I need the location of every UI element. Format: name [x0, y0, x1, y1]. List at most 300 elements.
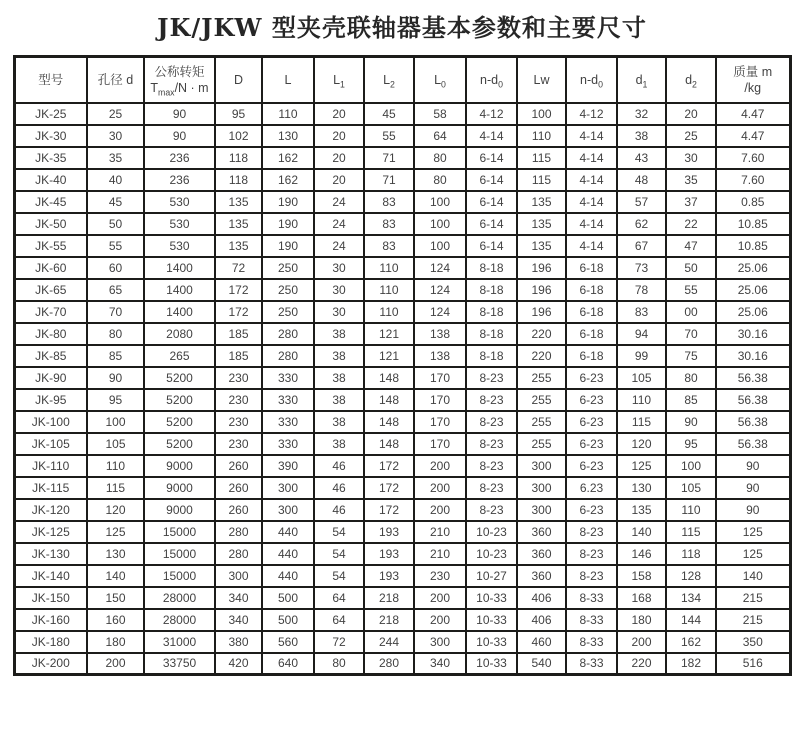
table-cell: 244 — [364, 631, 414, 653]
table-cell: 8-18 — [466, 345, 517, 367]
table-cell: 10-23 — [466, 521, 517, 543]
table-cell: 67 — [617, 235, 666, 257]
table-row — [14, 213, 790, 235]
table-cell: 530 — [144, 213, 215, 235]
table-cell: JK-150 — [14, 587, 87, 609]
table-cell: 64 — [314, 587, 364, 609]
table-cell: 8-23 — [566, 565, 617, 587]
table-cell: 70 — [666, 323, 716, 345]
table-cell: 330 — [262, 411, 314, 433]
table-cell: 115 — [666, 521, 716, 543]
table-cell: 193 — [364, 543, 414, 565]
table-cell: 215 — [716, 587, 790, 609]
table-cell: 210 — [414, 543, 466, 565]
table-cell: JK-60 — [14, 257, 87, 279]
table-cell: 200 — [617, 631, 666, 653]
table-cell: 10-23 — [466, 543, 517, 565]
table-cell: 148 — [364, 389, 414, 411]
table-cell: 138 — [414, 323, 466, 345]
column-header-11: $d_1$ — [617, 57, 666, 103]
table-cell: 190 — [262, 235, 314, 257]
table-cell: 218 — [364, 609, 414, 631]
table-cell: 30 — [314, 301, 364, 323]
table-cell: 540 — [517, 653, 566, 675]
table-cell: 340 — [414, 653, 466, 675]
table-cell: 236 — [144, 169, 215, 191]
table-cell: 56.38 — [716, 433, 790, 455]
table-cell: 530 — [144, 235, 215, 257]
table-cell: 255 — [517, 411, 566, 433]
table-cell: 6-14 — [466, 213, 517, 235]
table-row — [14, 455, 790, 477]
table-cell: 110 — [87, 455, 144, 477]
table-cell: 90 — [666, 411, 716, 433]
table-cell: 60 — [87, 257, 144, 279]
table-cell: 56.38 — [716, 411, 790, 433]
table-cell: 255 — [517, 389, 566, 411]
table-cell: JK-85 — [14, 345, 87, 367]
table-cell: 28000 — [144, 609, 215, 631]
table-cell: 170 — [414, 367, 466, 389]
table-row — [14, 631, 790, 653]
table-cell: 54 — [314, 521, 364, 543]
table-cell: 1400 — [144, 279, 215, 301]
table-cell: 4-14 — [566, 235, 617, 257]
table-cell: 102 — [215, 125, 262, 147]
table-cell: 45 — [87, 191, 144, 213]
table-cell: 360 — [517, 521, 566, 543]
table-cell: JK-65 — [14, 279, 87, 301]
table-cell: 15000 — [144, 521, 215, 543]
table-cell: 90 — [716, 499, 790, 521]
table-row — [14, 279, 790, 301]
table-cell: 70 — [87, 301, 144, 323]
table-cell: 28000 — [144, 587, 215, 609]
column-header-8: $n-d_0$ — [466, 57, 517, 103]
table-cell: 440 — [262, 543, 314, 565]
table-cell: 6-14 — [466, 235, 517, 257]
table-cell: 8-18 — [466, 279, 517, 301]
table-cell: 135 — [617, 499, 666, 521]
table-cell: 55 — [666, 279, 716, 301]
table-cell: 4-14 — [566, 191, 617, 213]
table-cell: 20 — [314, 125, 364, 147]
table-cell: 8-23 — [466, 367, 517, 389]
table-cell: JK-70 — [14, 301, 87, 323]
column-header-1: 孔径 d — [87, 57, 144, 103]
table-row — [14, 235, 790, 257]
table-cell: 138 — [414, 345, 466, 367]
table-cell: 118 — [215, 147, 262, 169]
table-cell: 172 — [364, 477, 414, 499]
table-cell: 110 — [364, 279, 414, 301]
table-cell: 22 — [666, 213, 716, 235]
table-cell: 200 — [414, 609, 466, 631]
table-cell: 54 — [314, 565, 364, 587]
table-cell: 8-18 — [466, 323, 517, 345]
table-cell: 148 — [364, 367, 414, 389]
table-row — [14, 301, 790, 323]
table-cell: 71 — [364, 169, 414, 191]
table-cell: 6-14 — [466, 147, 517, 169]
table-cell: 8-23 — [466, 455, 517, 477]
table-cell: 185 — [215, 345, 262, 367]
table-cell: 105 — [666, 477, 716, 499]
table-cell: 300 — [262, 499, 314, 521]
table-cell: 83 — [364, 191, 414, 213]
table-cell: 75 — [666, 345, 716, 367]
table-cell: JK-80 — [14, 323, 87, 345]
table-cell: 35 — [666, 169, 716, 191]
table-cell: 4-14 — [566, 169, 617, 191]
table-cell: JK-200 — [14, 653, 87, 675]
table-cell: 5200 — [144, 433, 215, 455]
table-cell: 120 — [617, 433, 666, 455]
table-cell: 35 — [87, 147, 144, 169]
table-cell: 5200 — [144, 411, 215, 433]
table-cell: 124 — [414, 301, 466, 323]
table-cell: 190 — [262, 213, 314, 235]
table-cell: 8-33 — [566, 631, 617, 653]
table-cell: 130 — [87, 543, 144, 565]
table-cell: 30 — [666, 147, 716, 169]
table-row — [14, 565, 790, 587]
table-cell: 90 — [87, 367, 144, 389]
table-cell: 9000 — [144, 477, 215, 499]
table-cell: 4-12 — [566, 103, 617, 125]
table-cell: 300 — [414, 631, 466, 653]
table-cell: 6-18 — [566, 301, 617, 323]
table-cell: 10-33 — [466, 631, 517, 653]
table-cell: JK-180 — [14, 631, 87, 653]
table-cell: 72 — [314, 631, 364, 653]
table-cell: 150 — [87, 587, 144, 609]
table-cell: 58 — [414, 103, 466, 125]
table-row — [14, 411, 790, 433]
table-row — [14, 477, 790, 499]
table-row — [14, 389, 790, 411]
table-cell: 115 — [517, 147, 566, 169]
table-cell: 38 — [314, 411, 364, 433]
table-cell: 20 — [314, 169, 364, 191]
column-header-6: $L_2$ — [364, 57, 414, 103]
table-cell: 560 — [262, 631, 314, 653]
table-cell: 110 — [262, 103, 314, 125]
table-cell: 95 — [87, 389, 144, 411]
table-cell: 8-33 — [566, 587, 617, 609]
table-cell: 90 — [144, 103, 215, 125]
table-cell: 128 — [666, 565, 716, 587]
table-cell: 46 — [314, 499, 364, 521]
table-cell: 135 — [215, 191, 262, 213]
table-cell: 57 — [617, 191, 666, 213]
table-cell: 105 — [87, 433, 144, 455]
table-cell: 250 — [262, 279, 314, 301]
table-cell: 530 — [144, 191, 215, 213]
table-cell: 250 — [262, 257, 314, 279]
table-cell: 330 — [262, 367, 314, 389]
table-cell: 8-33 — [566, 609, 617, 631]
table-cell: 64 — [414, 125, 466, 147]
table-cell: 6-23 — [566, 455, 617, 477]
table-cell: 440 — [262, 521, 314, 543]
table-row — [14, 587, 790, 609]
table-cell: 7.60 — [716, 169, 790, 191]
table-cell: 6-18 — [566, 345, 617, 367]
table-cell: 100 — [666, 455, 716, 477]
table-row — [14, 433, 790, 455]
table-cell: JK-90 — [14, 367, 87, 389]
table-cell: 25.06 — [716, 301, 790, 323]
table-cell: 148 — [364, 411, 414, 433]
table-row — [14, 345, 790, 367]
table-cell: 255 — [517, 367, 566, 389]
table-cell: 48 — [617, 169, 666, 191]
table-cell: 8-23 — [566, 543, 617, 565]
table-cell: 2080 — [144, 323, 215, 345]
table-cell: 168 — [617, 587, 666, 609]
table-cell: 8-23 — [466, 411, 517, 433]
table-cell: 158 — [617, 565, 666, 587]
table-cell: JK-45 — [14, 191, 87, 213]
table-row — [14, 257, 790, 279]
table-cell: 45 — [364, 103, 414, 125]
table-cell: 30.16 — [716, 323, 790, 345]
table-cell: 55 — [364, 125, 414, 147]
table-cell: 360 — [517, 565, 566, 587]
table-cell: 25.06 — [716, 279, 790, 301]
table-row — [14, 103, 790, 125]
table-cell: 135 — [517, 235, 566, 257]
table-cell: 80 — [414, 147, 466, 169]
table-cell: 1400 — [144, 301, 215, 323]
table-cell: 200 — [414, 499, 466, 521]
table-cell: 135 — [517, 191, 566, 213]
table-cell: 99 — [617, 345, 666, 367]
table-cell: 10-33 — [466, 653, 517, 675]
table-cell: 43 — [617, 147, 666, 169]
table-cell: 4-14 — [466, 125, 517, 147]
table-cell: 182 — [666, 653, 716, 675]
table-cell: 250 — [262, 301, 314, 323]
table-cell: 125 — [716, 521, 790, 543]
table-cell: 94 — [617, 323, 666, 345]
table-cell: 80 — [414, 169, 466, 191]
table-cell: 110 — [617, 389, 666, 411]
table-cell: 215 — [716, 609, 790, 631]
table-cell: 100 — [414, 191, 466, 213]
table-cell: 118 — [215, 169, 262, 191]
table-cell: 8-23 — [466, 433, 517, 455]
table-cell: 134 — [666, 587, 716, 609]
table-cell: JK-160 — [14, 609, 87, 631]
table-cell: 500 — [262, 587, 314, 609]
table-cell: 47 — [666, 235, 716, 257]
table-cell: 20 — [314, 147, 364, 169]
table-cell: 130 — [617, 477, 666, 499]
table-cell: 516 — [716, 653, 790, 675]
table-cell: 230 — [215, 411, 262, 433]
table-cell: 200 — [414, 587, 466, 609]
table-cell: 121 — [364, 323, 414, 345]
table-cell: 80 — [87, 323, 144, 345]
table-cell: 218 — [364, 587, 414, 609]
table-cell: 8-23 — [566, 521, 617, 543]
table-cell: 230 — [215, 433, 262, 455]
table-cell: 50 — [87, 213, 144, 235]
table-cell: 15000 — [144, 565, 215, 587]
table-cell: 144 — [666, 609, 716, 631]
table-cell: 220 — [617, 653, 666, 675]
table-cell: 265 — [144, 345, 215, 367]
table-header-row — [14, 57, 790, 103]
table-cell: 300 — [215, 565, 262, 587]
table-cell: 31000 — [144, 631, 215, 653]
table-cell: 210 — [414, 521, 466, 543]
table-cell: 1400 — [144, 257, 215, 279]
table-row — [14, 609, 790, 631]
table-cell: 300 — [262, 477, 314, 499]
table-cell: 135 — [215, 213, 262, 235]
table-cell: 50 — [666, 257, 716, 279]
table-cell: 83 — [617, 301, 666, 323]
table-cell: 6-23 — [566, 499, 617, 521]
table-cell: 162 — [262, 147, 314, 169]
table-cell: 162 — [262, 169, 314, 191]
table-cell: 10.85 — [716, 235, 790, 257]
table-cell: 135 — [517, 213, 566, 235]
table-cell: 4-14 — [566, 213, 617, 235]
table-cell: 260 — [215, 499, 262, 521]
table-cell: 118 — [666, 543, 716, 565]
table-cell: 38 — [314, 433, 364, 455]
table-cell: 100 — [414, 213, 466, 235]
table-row — [14, 125, 790, 147]
table-cell: 110 — [364, 257, 414, 279]
table-cell: 10-27 — [466, 565, 517, 587]
table-row — [14, 543, 790, 565]
table-cell: 236 — [144, 147, 215, 169]
table-row — [14, 367, 790, 389]
table-cell: 440 — [262, 565, 314, 587]
table-cell: 73 — [617, 257, 666, 279]
table-cell: JK-55 — [14, 235, 87, 257]
table-cell: 8-23 — [466, 389, 517, 411]
table-cell: 6-18 — [566, 257, 617, 279]
table-cell: 280 — [364, 653, 414, 675]
table-cell: 64 — [314, 609, 364, 631]
table-cell: 6-23 — [566, 389, 617, 411]
table-cell: 160 — [87, 609, 144, 631]
table-cell: 38 — [314, 389, 364, 411]
table-cell: 20 — [314, 103, 364, 125]
table-cell: 54 — [314, 543, 364, 565]
table-cell: 46 — [314, 477, 364, 499]
page-title: JK/JKW 型夹壳联轴器基本参数和主要尺寸 — [157, 13, 647, 42]
table-cell: 90 — [144, 125, 215, 147]
table-cell: 10-33 — [466, 609, 517, 631]
table-cell: 4.47 — [716, 125, 790, 147]
table-cell: 38 — [314, 367, 364, 389]
column-header-10: $n-d_0$ — [566, 57, 617, 103]
column-header-3: D — [215, 57, 262, 103]
table-cell: 170 — [414, 433, 466, 455]
table-cell: 6-18 — [566, 323, 617, 345]
table-cell: 20 — [666, 103, 716, 125]
table-cell: 95 — [215, 103, 262, 125]
table-cell: 280 — [215, 521, 262, 543]
table-cell: 6-23 — [566, 367, 617, 389]
table-cell: 6-14 — [466, 169, 517, 191]
table-cell: 390 — [262, 455, 314, 477]
table-cell: 6-14 — [466, 191, 517, 213]
table-cell: 8-23 — [466, 499, 517, 521]
table-cell: 170 — [414, 389, 466, 411]
table-cell: 5200 — [144, 389, 215, 411]
table-cell: 230 — [215, 367, 262, 389]
table-cell: 56.38 — [716, 389, 790, 411]
table-cell: 172 — [215, 301, 262, 323]
table-cell: 56.38 — [716, 367, 790, 389]
table-cell: 90 — [716, 455, 790, 477]
table-row — [14, 191, 790, 213]
table-cell: 300 — [517, 499, 566, 521]
table-cell: 172 — [364, 455, 414, 477]
table-cell: 146 — [617, 543, 666, 565]
table-cell: 33750 — [144, 653, 215, 675]
table-cell: 180 — [87, 631, 144, 653]
table-cell: 110 — [666, 499, 716, 521]
table-cell: 406 — [517, 609, 566, 631]
table-cell: 300 — [517, 455, 566, 477]
table-cell: 115 — [617, 411, 666, 433]
table-cell: 4-14 — [566, 125, 617, 147]
table-cell: JK-130 — [14, 543, 87, 565]
table-cell: 00 — [666, 301, 716, 323]
table-cell: 140 — [87, 565, 144, 587]
table-cell: 90 — [716, 477, 790, 499]
table-cell: 125 — [716, 543, 790, 565]
table-cell: 6-18 — [566, 279, 617, 301]
table-cell: 25 — [87, 103, 144, 125]
table-cell: 125 — [617, 455, 666, 477]
table-cell: 40 — [87, 169, 144, 191]
table-cell: 6-23 — [566, 411, 617, 433]
table-cell: 220 — [517, 345, 566, 367]
table-cell: JK-95 — [14, 389, 87, 411]
table-cell: 72 — [215, 257, 262, 279]
table-cell: 120 — [87, 499, 144, 521]
table-cell: 340 — [215, 609, 262, 631]
table-cell: 125 — [87, 521, 144, 543]
table-cell: 38 — [314, 323, 364, 345]
column-header-5: $L_1$ — [314, 57, 364, 103]
column-header-12: $d_2$ — [666, 57, 716, 103]
table-cell: 10-33 — [466, 587, 517, 609]
table-cell: JK-125 — [14, 521, 87, 543]
table-cell: 95 — [666, 433, 716, 455]
table-cell: 200 — [414, 455, 466, 477]
table-cell: JK-105 — [14, 433, 87, 455]
table-row — [14, 653, 790, 675]
table-cell: 30 — [314, 257, 364, 279]
table-cell: 62 — [617, 213, 666, 235]
table-cell: 185 — [215, 323, 262, 345]
table-cell: 115 — [517, 169, 566, 191]
table-cell: 8-18 — [466, 301, 517, 323]
table-row — [14, 521, 790, 543]
table-cell: 196 — [517, 301, 566, 323]
